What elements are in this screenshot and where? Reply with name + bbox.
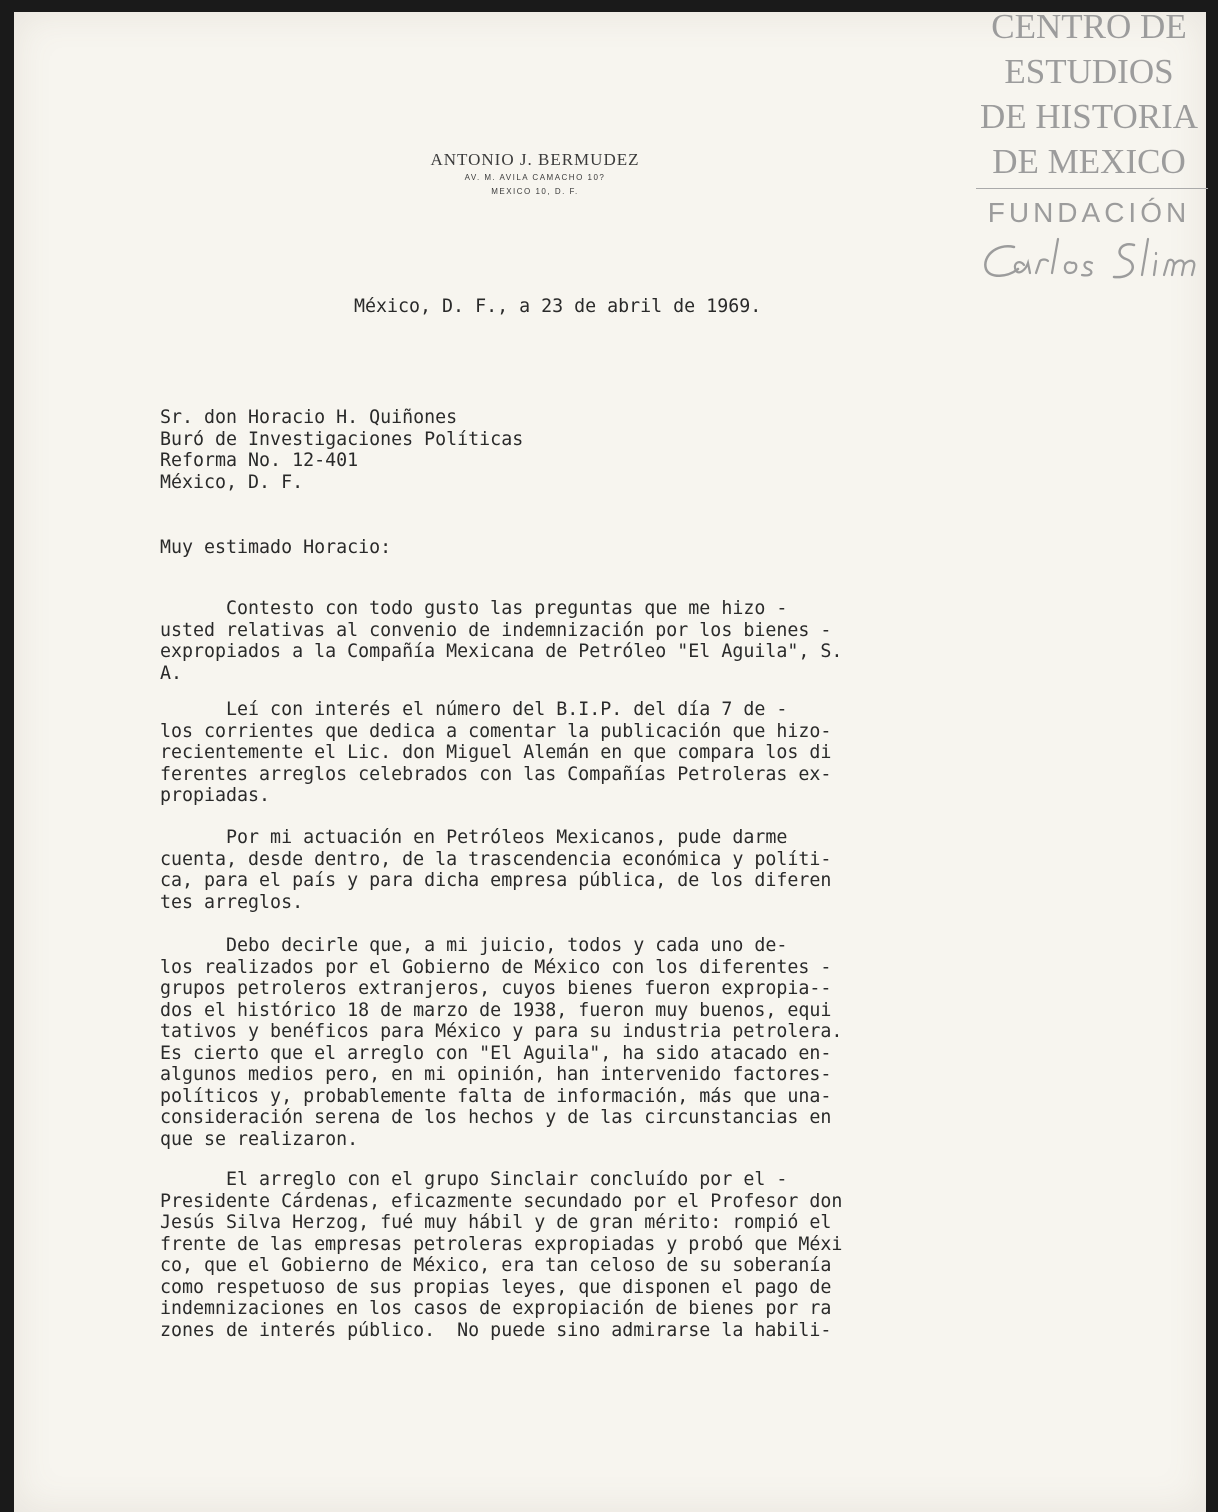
paragraph-line: dos el histórico 18 de marzo de 1938, fueron muy buenos, equi bbox=[160, 999, 832, 1021]
letterhead-name: ANTONIO J. BERMUDEZ bbox=[430, 150, 640, 169]
paragraph-line: usted relativas al convenio de indemnización por los bienes - bbox=[160, 619, 832, 641]
paragraph-4 bbox=[160, 935, 842, 1150]
letterhead-city: MEXICO 10, D. F. bbox=[491, 187, 579, 196]
archive-watermark bbox=[970, 4, 1208, 285]
paragraph-line: tativos y benéficos para México y para su industria petrolera. bbox=[160, 1021, 843, 1042]
paragraph-line: zones de interés público. No puede sino admirarse la habili- bbox=[160, 1319, 832, 1341]
paragraph-2 bbox=[160, 699, 831, 807]
paragraph-line: que se realizaron. bbox=[160, 1128, 359, 1150]
recipient-address bbox=[160, 407, 523, 493]
paragraph-line: Contesto con todo gusto las preguntas que me hizo - bbox=[160, 598, 788, 619]
paragraph-line: Presidente Cárdenas, eficazmente secundado por el Profesor don bbox=[160, 1190, 843, 1212]
paragraph-line: tes arreglos. bbox=[160, 891, 304, 913]
paragraph-line: los realizados por el Gobierno de México con los diferentes - bbox=[160, 956, 832, 978]
paragraph-line: Es cierto que el arreglo con "El Aguila", ha sido atacado en- bbox=[160, 1042, 832, 1064]
paragraph-line: cuenta, desde dentro, de la trascendencia económica y políti- bbox=[160, 848, 832, 870]
watermark-line-4: DE MEXICO bbox=[992, 142, 1186, 181]
paragraph-line: como respetuoso de sus propias leyes, que disponen el pago de bbox=[160, 1276, 832, 1298]
watermark-line-3: DE HISTORIA bbox=[979, 97, 1199, 136]
paragraph-line: los corrientes que dedica a comentar la publicación que hizo- bbox=[160, 720, 832, 742]
paragraph-line: Jesús Silva Herzog, fué muy hábil y de gran mérito: rompió el bbox=[160, 1212, 832, 1233]
paragraph-line: consideración serena de los hechos y de las circunstancias en bbox=[160, 1107, 832, 1128]
recipient-line: México, D. F. bbox=[160, 471, 304, 493]
paragraph-1 bbox=[160, 598, 842, 684]
letterhead-address: AV. M. AVILA CAMACHO 10? bbox=[464, 173, 606, 182]
letterhead bbox=[400, 150, 670, 196]
paragraph-line: Debo decirle que, a mi juicio, todos y cada uno de- bbox=[160, 935, 788, 956]
paragraph-line: Por mi actuación en Petróleos Mexicanos, pude darme bbox=[160, 827, 788, 848]
watermark-line-1: CENTRO DE bbox=[991, 7, 1187, 46]
paragraph-5 bbox=[160, 1169, 842, 1341]
paragraph-line: recientemente el Lic. don Miguel Alemán en que compara los di bbox=[160, 742, 832, 763]
paragraph-line: Leí con interés el número del B.I.P. del día 7 de - bbox=[160, 699, 788, 720]
paragraph-3 bbox=[160, 827, 831, 913]
watermark-fundacion: FUNDACIÓN bbox=[987, 197, 1191, 228]
signature-icon bbox=[974, 233, 1204, 285]
paragraph-line: algunos medios pero, en mi opinión, han intervenido factores- bbox=[160, 1064, 832, 1085]
paragraph-line: grupos petroleros extranjeros, cuyos bienes fueron expropia-- bbox=[160, 978, 832, 999]
paragraph-line: propiadas. bbox=[160, 785, 271, 806]
paragraph-line: expropiados a la Compañía Mexicana de Petróleo "El Aguila", S. bbox=[160, 641, 843, 662]
salutation: Muy estimado Horacio: bbox=[160, 537, 392, 558]
recipient-line: Reforma No. 12-401 bbox=[160, 450, 359, 471]
paragraph-line: A. bbox=[160, 662, 183, 684]
paragraph-line: co, que el Gobierno de México, era tan celoso de su soberanía bbox=[160, 1255, 832, 1276]
paragraph-line: El arreglo con el grupo Sinclair concluído por el - bbox=[160, 1169, 788, 1190]
paragraph-line: ca, para el país y para dicha empresa pública, de los diferen bbox=[160, 870, 832, 891]
paragraph-line: políticos y, probablemente falta de información, más que una- bbox=[160, 1085, 832, 1107]
watermark-divider bbox=[976, 188, 1208, 189]
letter-date: México, D. F., a 23 de abril de 1969. bbox=[354, 296, 762, 317]
recipient-line: Sr. don Horacio H. Quiñones bbox=[160, 407, 458, 428]
recipient-line: Buró de Investigaciones Políticas bbox=[160, 428, 524, 450]
watermark-line-2: ESTUDIOS bbox=[1004, 52, 1174, 91]
paragraph-line: frente de las empresas petroleras expropiadas y probó que Méxi bbox=[160, 1233, 843, 1255]
paragraph-line: indemnizaciones en los casos de expropiación de bienes por ra bbox=[160, 1298, 832, 1319]
paragraph-line: ferentes arreglos celebrados con las Compañías Petroleras ex- bbox=[160, 763, 832, 785]
